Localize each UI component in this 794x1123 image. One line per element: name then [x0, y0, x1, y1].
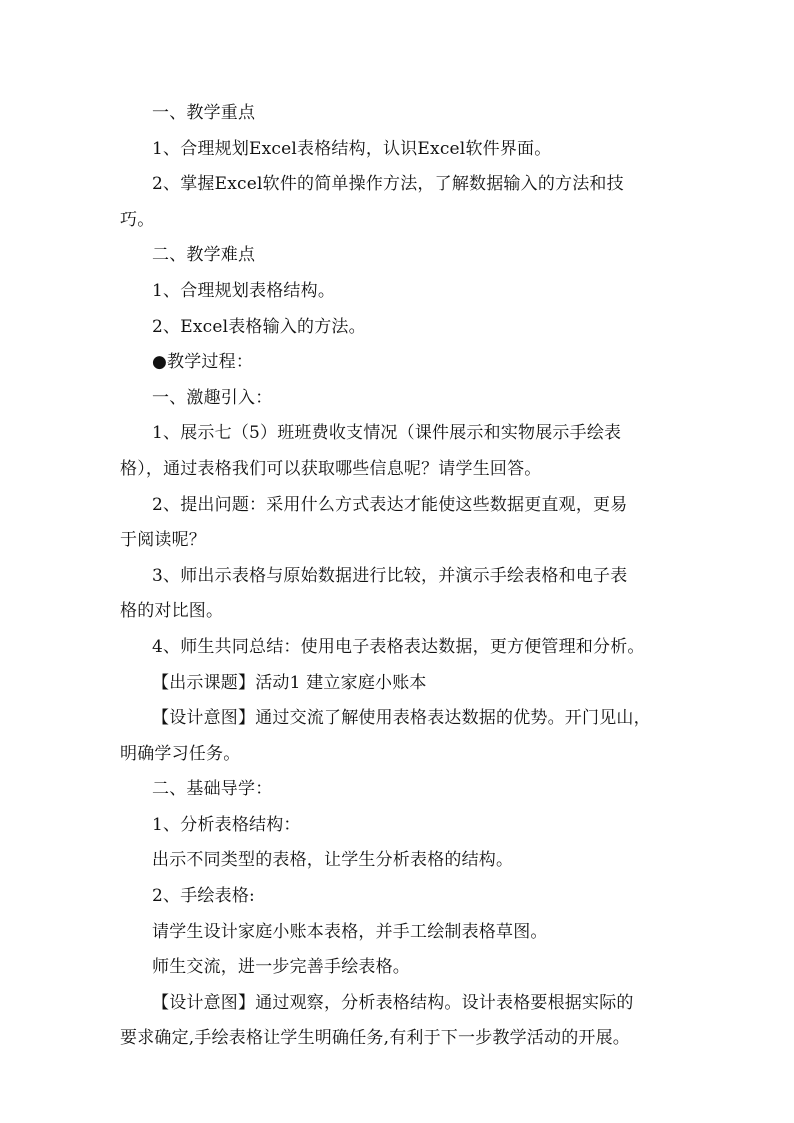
- paragraph-line: 1、合理规划表格结构。: [152, 280, 336, 301]
- paragraph-line: 明确学习任务。: [120, 743, 241, 764]
- paragraph-line: 2、掌握Excel软件的简单操作方法，了解数据输入的方法和技: [152, 174, 624, 195]
- paragraph-line: 1、分析表格结构：: [152, 814, 301, 835]
- paragraph-line: 要求确定,手绘表格让学生明确任务,有利于下一步教学活动的开展。: [120, 1028, 631, 1049]
- paragraph-line: 2、Excel表格输入的方法。: [152, 316, 366, 337]
- paragraph-line: 师生交流，进一步完善手绘表格。: [152, 957, 410, 978]
- paragraph-line: 出示不同类型的表格，让学生分析表格的结构。: [152, 850, 514, 871]
- paragraph-line: 2、提出问题：采用什么方式表达才能使这些数据更直观，更易: [152, 494, 628, 515]
- paragraph-line: 1、合理规划Excel表格结构，认识Excel软件界面。: [152, 138, 552, 159]
- design-intent: 【设计意图】通过交流了解使用表格表达数据的优势。开门见山，: [152, 708, 651, 729]
- paragraph-line: 格），通过表格我们可以获取哪些信息呢？请学生回答。: [120, 458, 542, 479]
- paragraph-line: 3、师出示表格与原始数据进行比较，并演示手绘表格和电子表: [152, 565, 628, 586]
- paragraph-line: 2、手绘表格:: [152, 886, 255, 907]
- paragraph-line: 请学生设计家庭小账本表格，并手工绘制表格草图。: [152, 921, 548, 942]
- lesson-topic: 【出示课题】活动1 建立家庭小账本: [152, 672, 427, 693]
- heading-basic-guidance: 二、基础导学：: [152, 779, 273, 800]
- heading-introduction: 一、激趣引入：: [152, 387, 273, 408]
- paragraph-line: 4、师生共同总结：使用电子表格表达数据，更方便管理和分析。: [152, 636, 645, 657]
- paragraph-line: 于阅读呢？: [120, 530, 206, 551]
- paragraph-line: 格的对比图。: [120, 601, 224, 622]
- paragraph-line: 1、展示七（5）班班费收支情况（课件展示和实物展示手绘表: [152, 423, 622, 444]
- heading-teaching-focus: 一、教学重点: [152, 103, 256, 123]
- paragraph-line: 巧。: [120, 209, 155, 230]
- design-intent: 【设计意图】通过观察，分析表格结构。设计表格要根据实际的: [152, 992, 634, 1013]
- heading-teaching-difficulty: 二、教学难点: [152, 245, 256, 266]
- heading-teaching-process: ●教学过程：: [152, 352, 254, 373]
- document-body: [120, 96, 676, 1057]
